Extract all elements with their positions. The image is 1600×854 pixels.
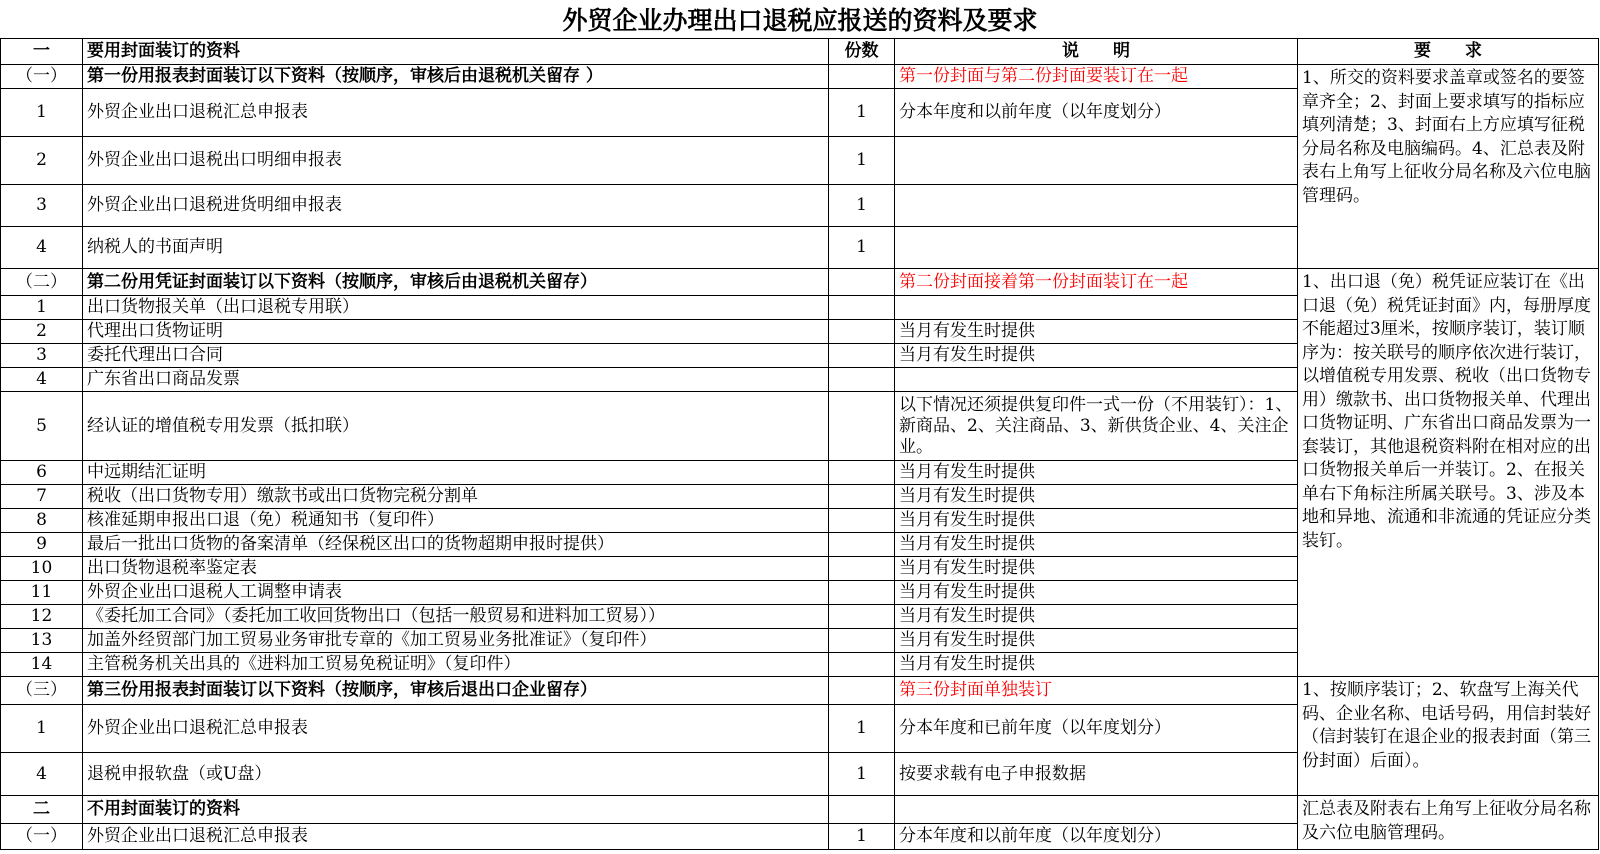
header-col-qty: 份数 <box>829 39 895 65</box>
row-number: 3 <box>1 344 83 368</box>
row-number: 2 <box>1 320 83 344</box>
qty-cell <box>829 796 895 824</box>
note-cell: 分本年度和已前年度（以年度划分） <box>895 705 1298 753</box>
material-name: 加盖外经贸部门加工贸易业务审批专章的《加工贸易业务批准证》（复印件） <box>83 629 829 653</box>
qty-cell <box>829 461 895 485</box>
qty-cell: 1 <box>829 705 895 753</box>
header-col-note: 说 明 <box>895 39 1298 65</box>
qty-cell: 1 <box>829 227 895 269</box>
row-number: 7 <box>1 485 83 509</box>
section-requirement: 汇总表及附表右上角写上征收分局名称及六位电脑管理码。 <box>1298 796 1599 850</box>
section-note: 第一份封面与第二份封面要装订在一起 <box>895 65 1298 89</box>
row-number: 8 <box>1 509 83 533</box>
note-cell: 当月有发生时提供 <box>895 653 1298 677</box>
note-cell: 当月有发生时提供 <box>895 581 1298 605</box>
material-name: 外贸企业出口退税汇总申报表 <box>83 89 829 137</box>
qty-cell <box>829 677 895 705</box>
material-name: 广东省出口商品发票 <box>83 368 829 392</box>
row-number: 1 <box>1 705 83 753</box>
material-name: 《委托加工合同》（委托加工收回货物出口（包括一般贸易和进料加工贸易）） <box>83 605 829 629</box>
note-cell: 当月有发生时提供 <box>895 629 1298 653</box>
material-name: 外贸企业出口退税汇总申报表 <box>83 824 829 850</box>
note-cell: 当月有发生时提供 <box>895 605 1298 629</box>
note-cell: 分本年度和以前年度（以年度划分） <box>895 89 1298 137</box>
section-requirement: 1、所交的资料要求盖章或签名的要签章齐全；2、封面上要求填写的指标应填列清楚；3、封面右上方应填写征税分局名称及电脑编码。4、汇总表及附表右上角写上征收分局名称及六位电脑管理码。 <box>1298 65 1599 269</box>
qty-cell <box>829 629 895 653</box>
row-number: 12 <box>1 605 83 629</box>
section-requirement: 1、出口退（免）税凭证应装订在《出口退（免）税凭证封面》内，每册厚度不能超过3厘米，按顺序装订，装订顺序为：按关联号的顺序依次进行装订，以增值税专用发票、税收（出口货物专用）缴款书、出口货物报关单、代理出口货物证明、广东省出口商品发票为一套装订，其他退税资料附在相对应的出口货物报关单后一并装订。2、在报关单右下角标注所属关联号。3、涉及本地和异地、流通和非流通的凭证应分类装钉。 <box>1298 269 1599 677</box>
note-cell <box>895 368 1298 392</box>
material-name: 出口货物退税率鉴定表 <box>83 557 829 581</box>
row-number: 14 <box>1 653 83 677</box>
row-number: 4 <box>1 227 83 269</box>
material-name: 出口货物报关单（出口退税专用联） <box>83 296 829 320</box>
row-number: 13 <box>1 629 83 653</box>
section-number: 二 <box>1 796 83 824</box>
section-label: 第一份用报表封面装订以下资料（按顺序，审核后由退税机关留存 ） <box>83 65 829 89</box>
row-number: （一） <box>1 824 83 850</box>
note-cell: 当月有发生时提供 <box>895 557 1298 581</box>
section-label: 第三份用报表封面装订以下资料（按顺序，审核后退出口企业留存） <box>83 677 829 705</box>
header-row <box>1 39 1599 65</box>
materials-table <box>0 38 1599 850</box>
qty-cell <box>829 296 895 320</box>
qty-cell <box>829 509 895 533</box>
material-name: 中远期结汇证明 <box>83 461 829 485</box>
row-number: 11 <box>1 581 83 605</box>
note-cell <box>895 227 1298 269</box>
note-cell: 当月有发生时提供 <box>895 344 1298 368</box>
row-number: 1 <box>1 89 83 137</box>
material-name: 税收（出口货物专用）缴款书或出口货物完税分割单 <box>83 485 829 509</box>
header-col-material: 要用封面装订的资料 <box>83 39 829 65</box>
note-cell: 当月有发生时提供 <box>895 320 1298 344</box>
note-cell <box>895 796 1298 824</box>
note-cell: 分本年度和以前年度（以年度划分） <box>895 824 1298 850</box>
qty-cell <box>829 653 895 677</box>
qty-cell: 1 <box>829 824 895 850</box>
note-cell: 当月有发生时提供 <box>895 509 1298 533</box>
material-name: 代理出口货物证明 <box>83 320 829 344</box>
note-cell: 当月有发生时提供 <box>895 461 1298 485</box>
note-cell <box>895 296 1298 320</box>
header-col-no: 一 <box>1 39 83 65</box>
section-number: （三） <box>1 677 83 705</box>
material-name: 退税申报软盘（或U盘） <box>83 753 829 796</box>
qty-cell: 1 <box>829 89 895 137</box>
material-name: 外贸企业出口退税人工调整申请表 <box>83 581 829 605</box>
note-cell: 当月有发生时提供 <box>895 485 1298 509</box>
material-name: 外贸企业出口退税汇总申报表 <box>83 705 829 753</box>
qty-cell <box>829 392 895 461</box>
section-requirement: 1、按顺序装订；2、软盘写上海关代码、企业名称、电话号码，用信封装好（信封装钉在退企业的报表封面（第三份封面）后面）。 <box>1298 677 1599 796</box>
qty-cell <box>829 581 895 605</box>
material-name: 外贸企业出口退税进货明细申报表 <box>83 185 829 227</box>
material-name: 纳税人的书面声明 <box>83 227 829 269</box>
row-number: 10 <box>1 557 83 581</box>
row-number: 9 <box>1 533 83 557</box>
qty-cell: 1 <box>829 185 895 227</box>
section-row-3 <box>1 677 1599 705</box>
material-name: 经认证的增值税专用发票（抵扣联） <box>83 392 829 461</box>
qty-cell <box>829 485 895 509</box>
qty-cell <box>829 269 895 296</box>
material-name: 委托代理出口合同 <box>83 344 829 368</box>
section-label: 不用封面装订的资料 <box>83 796 829 824</box>
note-cell: 以下情况还须提供复印件一式一份（不用装钉）：1、新商品、2、关注商品、3、新供货企业、4、关注企业。 <box>895 392 1298 461</box>
qty-cell <box>829 557 895 581</box>
note-cell: 按要求载有电子申报数据 <box>895 753 1298 796</box>
section-row-1 <box>1 65 1599 89</box>
row-number: 3 <box>1 185 83 227</box>
section-row-4 <box>1 796 1599 824</box>
qty-cell <box>829 65 895 89</box>
row-number: 1 <box>1 296 83 320</box>
row-number: 6 <box>1 461 83 485</box>
row-number: 5 <box>1 392 83 461</box>
qty-cell <box>829 368 895 392</box>
note-cell: 当月有发生时提供 <box>895 533 1298 557</box>
section-number: （一） <box>1 65 83 89</box>
section-note: 第二份封面接着第一份封面装订在一起 <box>895 269 1298 296</box>
section-note: 第三份封面单独装订 <box>895 677 1298 705</box>
material-name: 主管税务机关出具的《进料加工贸易免税证明》（复印件） <box>83 653 829 677</box>
page-title: 外贸企业办理出口退税应报送的资料及要求 <box>562 6 1038 35</box>
qty-cell <box>829 533 895 557</box>
header-col-requirement: 要 求 <box>1298 39 1599 65</box>
note-cell <box>895 137 1298 185</box>
section-number: （二） <box>1 269 83 296</box>
note-cell <box>895 185 1298 227</box>
qty-cell <box>829 605 895 629</box>
row-number: 4 <box>1 753 83 796</box>
material-name: 核准延期申报出口退（免）税通知书（复印件） <box>83 509 829 533</box>
section-row-2 <box>1 269 1599 296</box>
row-number: 2 <box>1 137 83 185</box>
qty-cell <box>829 344 895 368</box>
qty-cell: 1 <box>829 137 895 185</box>
qty-cell: 1 <box>829 753 895 796</box>
section-label: 第二份用凭证封面装订以下资料（按顺序，审核后由退税机关留存） <box>83 269 829 296</box>
material-name: 最后一批出口货物的备案清单（经保税区出口的货物超期申报时提供） <box>83 533 829 557</box>
material-name: 外贸企业出口退税出口明细申报表 <box>83 137 829 185</box>
qty-cell <box>829 320 895 344</box>
row-number: 4 <box>1 368 83 392</box>
